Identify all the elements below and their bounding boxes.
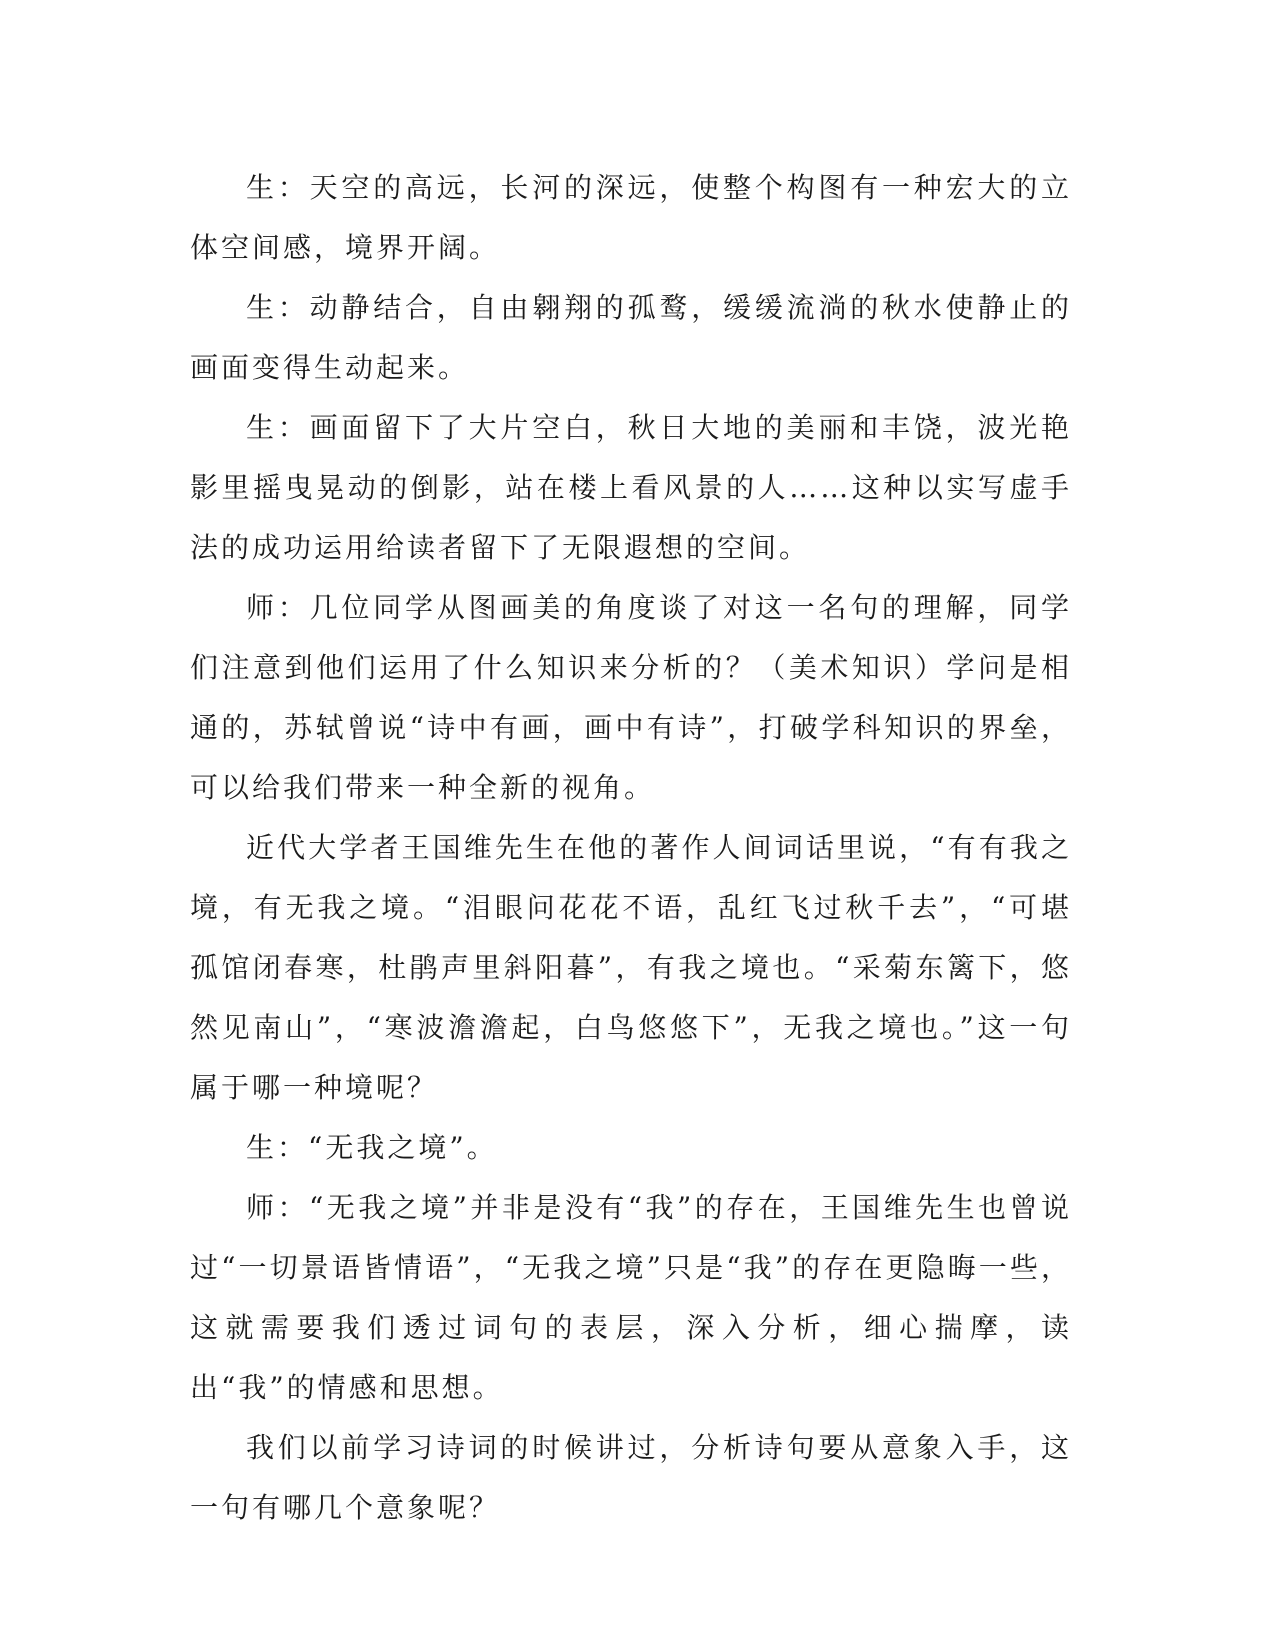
document-body	[190, 158, 1072, 1538]
paragraph-imagery-question: 我们以前学习诗词的时候讲过，分析诗句要从意象入手，这一句有哪几个意象呢？	[190, 1431, 1072, 1524]
paragraph-student-height-depth: 生：天空的高远，长河的深远，使整个构图有一种宏大的立体空间感，境界开阔。	[190, 171, 1072, 264]
paragraph-teacher-explanation: 师：“无我之境”并非是没有“我”的存在，王国维先生也曾说过“一切景语皆情语”，“无我之境”只是“我”的存在更隐晦一些，这就需要我们透过词句的表层，深入分析，细心揣摩，读出“我”的情感和思想。	[190, 1191, 1072, 1404]
paragraph-teacher-art-knowledge: 师：几位同学从图画美的角度谈了对这一名句的理解，同学们注意到他们运用了什么知识来分析的？（美术知识）学问是相通的，苏轼曾说“诗中有画，画中有诗”，打破学科知识的界垒，可以给我们带来一种全新的视角。	[190, 591, 1072, 804]
paragraph-wang-guowei-quote: 近代大学者王国维先生在他的著作人间词话里说，“有有我之境，有无我之境。“泪眼问花花不语，乱红飞过秋千去”，“可堪孤馆闭春寒，杜鹃声里斜阳暮”，有我之境也。“采菊东篱下，悠然见南山”，“寒波澹澹起，白鸟悠悠下”，无我之境也。”这一句属于哪一种境呢？	[190, 831, 1072, 1104]
paragraph-student-answer: 生：“无我之境”。	[246, 1131, 498, 1164]
paragraph-student-blank-space: 生：画面留下了大片空白，秋日大地的美丽和丰饶，波光艳影里摇曳晃动的倒影，站在楼上看风景的人……这种以实写虚手法的成功运用给读者留下了无限遐想的空间。	[190, 411, 1072, 564]
paragraph-student-motion-stillness: 生：动静结合，自由翱翔的孤鹜，缓缓流淌的秋水使静止的画面变得生动起来。	[190, 291, 1072, 384]
